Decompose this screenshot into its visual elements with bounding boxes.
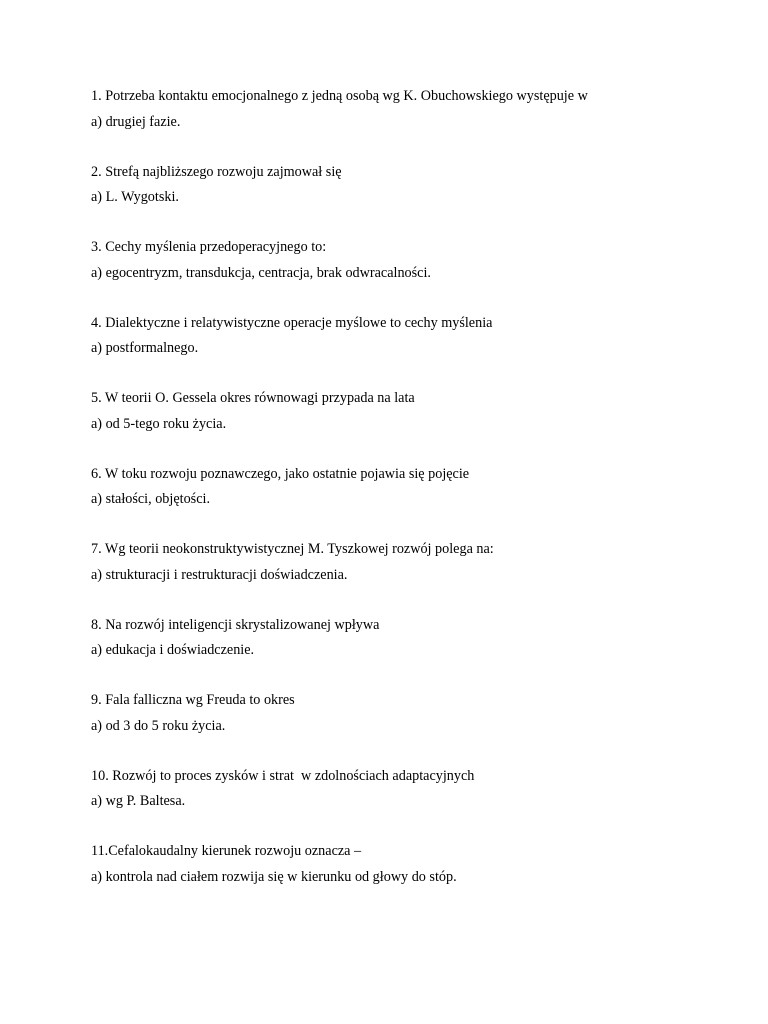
answer-text: a) strukturacji i restrukturacji doświadczenia.: [91, 566, 348, 583]
question-item-3: [91, 235, 731, 311]
question-text: 1. Potrzeba kontaktu emocjonalnego z jedną osobą wg K. Obuchowskiego występuje w: [91, 88, 588, 104]
answer-text: a) postformalnego.: [91, 340, 199, 356]
answer-text: a) od 3 do 5 roku życia.: [91, 717, 226, 734]
answer-text: a) stałości, objętości.: [91, 491, 210, 507]
answer-text: a) wg P. Baltesa.: [91, 793, 186, 809]
question-text: 11.Cefalokaudalny kierunek rozwoju oznacza –: [91, 843, 362, 859]
answer-text: a) od 5-tego roku życia.: [91, 415, 227, 432]
question-item-6: [91, 462, 731, 538]
question-text: 7. Wg teorii neokonstruktywistycznej M. Tyszkowej rozwój polega na:: [91, 541, 494, 557]
answer-text: a) egocentryzm, transdukcja, centracja, brak odwracalności.: [91, 264, 431, 281]
question-item-10: [91, 764, 731, 840]
question-text: 6. W toku rozwoju poznawczego, jako ostatnie pojawia się pojęcie: [91, 465, 470, 482]
question-text: 8. Na rozwój inteligencji skrystalizowanej wpływa: [91, 616, 380, 633]
question-text: 4. Dialektyczne i relatywistyczne operacje myślowe to cechy myślenia: [91, 314, 493, 331]
question-text: 2. Strefą najbliższego rozwoju zajmował się: [91, 163, 342, 180]
question-text: 3. Cechy myślenia przedoperacyjnego to:: [91, 239, 327, 255]
question-text: 10. Rozwój to proces zysków i strat w zdolnościach adaptacyjnych: [91, 767, 475, 784]
question-text: 5. W teorii O. Gessela okres równowagi przypada na lata: [91, 390, 415, 406]
question-item-9: [91, 688, 731, 764]
question-item-5: [91, 386, 731, 462]
question-text: 9. Fala falliczna wg Freuda to okres: [91, 692, 295, 708]
question-item-4: [91, 311, 731, 387]
question-item-7: [91, 537, 731, 613]
answer-text: a) drugiej fazie.: [91, 113, 181, 130]
question-item-11: [91, 839, 731, 915]
question-item-1: [91, 84, 731, 160]
question-list: [91, 84, 731, 915]
question-item-2: [91, 160, 731, 236]
answer-text: a) L. Wygotski.: [91, 189, 179, 205]
question-item-8: [91, 613, 731, 689]
answer-text: a) kontrola nad ciałem rozwija się w kierunku od głowy do stóp.: [91, 868, 457, 885]
answer-text: a) edukacja i doświadczenie.: [91, 642, 255, 658]
